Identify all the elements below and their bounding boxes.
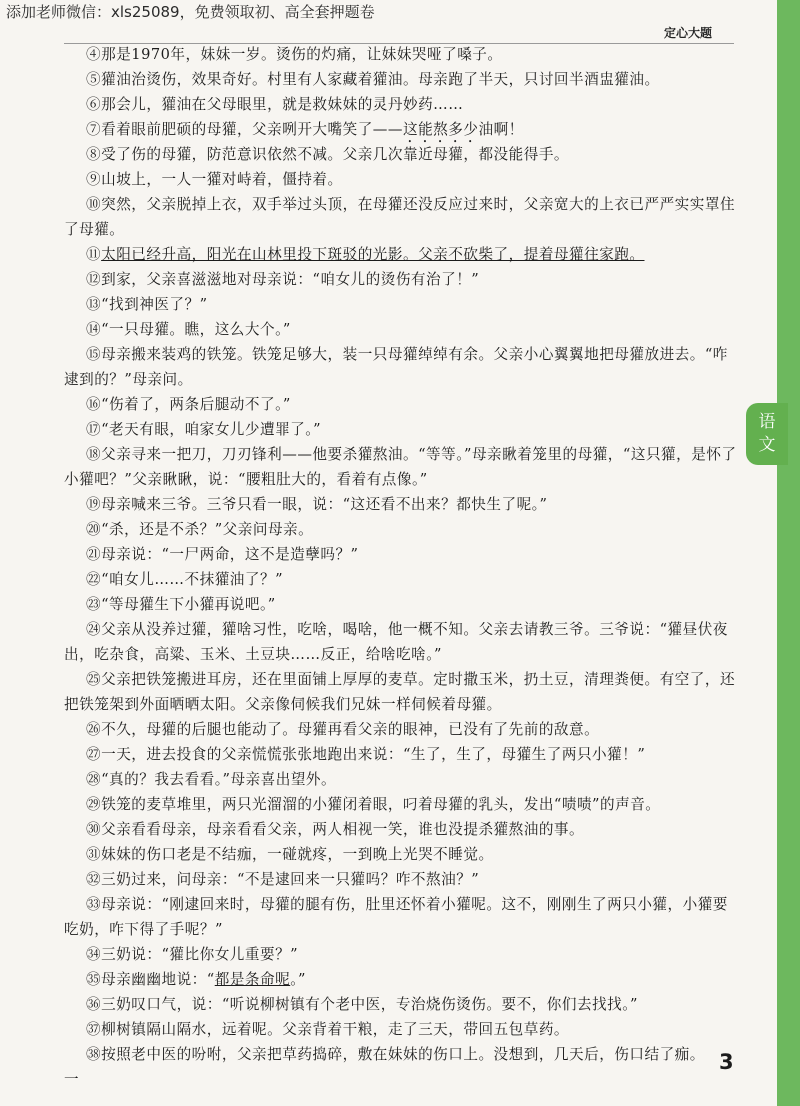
paragraph-14: ⑭“一只母獾。瞧，这么大个。” xyxy=(86,321,291,338)
paragraph-24: ㉔父亲从没养过獾，獾啥习性，吃啥，喝啥，他一概不知。父亲去请教三爷。三爷说：“獾昼伏夜出，吃杂食，高粱、玉米、土豆块……反正，给啥吃啥。” xyxy=(64,621,728,663)
paragraph-36: ㊱三奶叹口气，说：“听说柳树镇有个老中医，专治烧伤烫伤。要不，你们去找找。” xyxy=(86,996,638,1013)
paragraph-29: ㉙铁笼的麦草堆里，两只光溜溜的小獾闭着眼，叼着母獾的乳头，发出“啧啧”的声音。 xyxy=(86,796,661,813)
paragraph-35-underlined: 都是条命呢 xyxy=(214,971,291,988)
paragraph-22: ㉒“咱女儿……不抹獾油了？” xyxy=(86,571,284,588)
side-color-band xyxy=(777,0,800,1106)
paragraph-18: ⑱父亲寻来一把刀，刀刃锋利——他要杀獾熬油。“等等。”母亲瞅着笼里的母獾，“这只獾，是怀了小獾吧？”父亲瞅瞅，说：“腰粗肚大的，看着有点像。” xyxy=(64,446,737,488)
paragraph-35 xyxy=(64,967,740,992)
watermark-text: 添加老师微信：xls25089，免费领取初、高全套押题卷 xyxy=(6,3,375,21)
paragraph-12: ⑫到家，父亲喜滋滋地对母亲说：“咱女儿的烫伤有治了！” xyxy=(86,271,480,288)
paragraph-33: ㉝母亲说：“刚逮回来时，母獾的腿有伤，肚里还怀着小獾呢。这不，刚刚生了两只小獾，小獾要吃奶，咋下得了手呢？” xyxy=(64,896,728,938)
paragraph-13: ⑬“找到神医了？” xyxy=(86,296,208,313)
paragraph-38: ㊳按照老中医的吩咐，父亲把草药捣碎，敷在妹妹的伤口上。没想到，几天后，伤口结了痂。一 xyxy=(64,1046,705,1088)
paragraph-7-emphasis: 这能熬多少 xyxy=(402,121,479,138)
subject-tab-char-2: 文 xyxy=(758,435,776,455)
paragraph-11-number: ⑪ xyxy=(86,246,102,263)
paragraph-16: ⑯“伤着了，两条后腿动不了。” xyxy=(86,396,291,413)
paragraph-21: ㉑母亲说：“一尸两命，这不是造孽吗？” xyxy=(86,546,359,563)
paragraph-37: ㊲柳树镇隔山隔水，远着呢。父亲背着干粮，走了三天，带回五包草药。 xyxy=(86,1021,570,1038)
paragraph-6: ⑥那会儿，獾油在父母眼里，就是救妹妹的灵丹妙药…… xyxy=(86,96,464,113)
paragraph-15: ⑮母亲搬来装鸡的铁笼。铁笼足够大，装一只母獾绰绰有余。父亲小心翼翼地把母獾放进去。“咋逮到的？”母亲问。 xyxy=(64,346,728,388)
paragraph-20: ⑳“杀，还是不杀？”父亲问母亲。 xyxy=(86,521,314,538)
paragraph-7-part-a: ⑦看着眼前肥硕的母獾，父亲咧开大嘴笑了—— xyxy=(86,121,403,138)
paragraph-8: ⑧受了伤的母獾，防范意识依然不减。父亲几次靠近母獾，都没能得手。 xyxy=(86,146,570,163)
page-number: 3 xyxy=(719,1050,734,1074)
paragraph-11-underlined: 太阳已经升高，阳光在山林里投下斑驳的光影。父亲不砍柴了，提着母獾往家跑。 xyxy=(101,246,645,263)
paragraph-26: ㉖不久，母獾的后腿也能动了。母獾再看父亲的眼神，已没有了先前的敌意。 xyxy=(86,721,600,738)
paragraph-7-part-c: 油啊！ xyxy=(478,121,524,138)
paragraph-27: ㉗一天，进去投食的父亲慌慌张张地跑出来说：“生了，生了，母獾生了两只小獾！” xyxy=(86,746,646,763)
paragraph-32: ㉜三奶过来，问母亲：“不是逮回来一只獾吗？咋不熬油？” xyxy=(86,871,480,888)
paragraph-10: ⑩突然，父亲脱掉上衣，双手举过头顶，在母獾还没反应过来时，父亲宽大的上衣已严严实实罩住了母獾。 xyxy=(64,196,736,238)
paragraph-5: ⑤獾油治烫伤，效果奇好。村里有人家藏着獾油。母亲跑了半天，只讨回半酒盅獾油。 xyxy=(86,71,660,88)
subject-tab-char-1: 语 xyxy=(758,412,776,432)
paragraph-35-part-c: 。” xyxy=(290,971,306,988)
paragraph-11 xyxy=(64,242,740,267)
paragraph-28: ㉘“真的？我去看看。”母亲喜出望外。 xyxy=(86,771,337,788)
paragraph-4: ④那是1970年，妹妹一岁。烫伤的灼痛，让妹妹哭哑了嗓子。 xyxy=(86,46,503,63)
subject-tab xyxy=(746,403,788,465)
paragraph-17: ⑰“老天有眼，咱家女儿少遭罪了。” xyxy=(86,421,322,438)
paragraph-9: ⑨山坡上，一人一獾对峙着，僵持着。 xyxy=(86,171,343,188)
paragraph-19: ⑲母亲喊来三爷。三爷只看一眼，说：“这还看不出来？都快生了呢。” xyxy=(86,496,548,513)
paragraph-35-part-a: ㉟母亲幽幽地说：“ xyxy=(86,971,215,988)
paragraph-34: ㉞三奶说：“獾比你女儿重要？” xyxy=(86,946,299,963)
paragraph-30: ㉚父亲看看母亲，母亲看看父亲，两人相视一笑，谁也没提杀獾熬油的事。 xyxy=(86,821,585,838)
paragraph-23: ㉓“等母獾生下小獾再说吧。” xyxy=(86,596,276,613)
section-header: 定心大题 xyxy=(664,26,713,40)
paragraph-25: ㉕父亲把铁笼搬进耳房，还在里面铺上厚厚的麦草。定时撒玉米，扔土豆，清理粪便。有空了，还把铁笼架到外面晒晒太阳。父亲像伺候我们兄妹一样伺候着母獾。 xyxy=(64,671,736,713)
paragraph-31: ㉛妹妹的伤口老是不结痂，一碰就疼，一到晚上光哭不睡觉。 xyxy=(86,846,494,863)
